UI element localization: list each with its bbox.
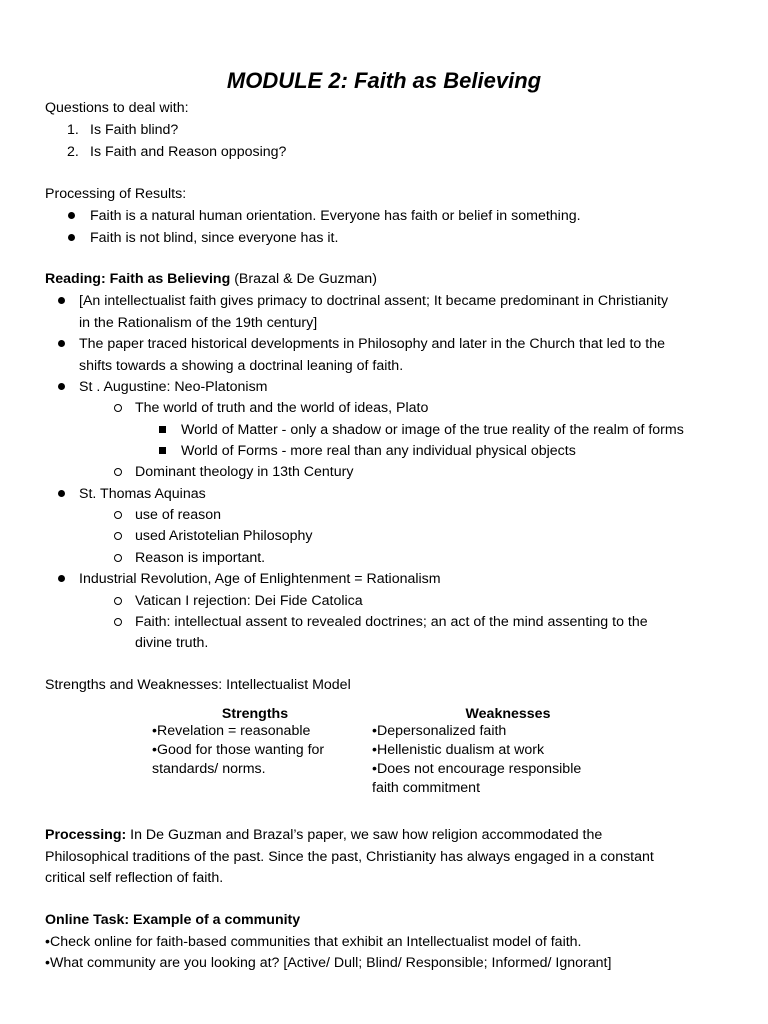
reading-bullet-augustine: St . Augustine: Neo-Platonism [79,379,268,395]
sw-heading: Strengths and Weaknesses: Intellectualist Model [45,677,351,693]
reading-bullet-rationalism: Industrial Revolution, Age of Enlightenment = Rationalism [79,571,441,587]
question-number-2: 2. [67,144,79,160]
weakness-item-2: •Hellenistic dualism at work [372,742,545,758]
processing-paragraph-line-2: Philosophical traditions of the past. Since the past, Christianity has always engaged in a constant [45,849,654,865]
reading-heading-authors: (Brazal & De Guzman) [230,271,377,287]
bullet-ring-icon [114,468,122,476]
augustine-sub-1: The world of truth and the world of ideas, Plato [135,400,429,416]
processing-label: Processing: [45,827,127,843]
bullet-dot-icon [58,490,65,497]
strength-item-2: •Good for those wanting for [152,742,325,758]
weaknesses-header: Weaknesses [465,706,551,722]
online-task-line-2: •What community are you looking at? [Active/ Dull; Blind/ Responsible; Informed/ Ignorant] [45,955,612,971]
reading-bullet-aquinas: St. Thomas Aquinas [79,486,206,502]
augustine-sub-1-a: World of Matter - only a shadow or image of the true reality of the realm of forms [181,422,684,438]
question-number-1: 1. [67,122,79,138]
aquinas-sub-1: use of reason [135,507,221,523]
bullet-ring-icon [114,618,122,626]
bullet-square-icon [159,426,166,433]
weakness-item-4: faith commitment [372,780,481,796]
reading-bullet-2-line-2: shifts towards a showing a doctrinal leaning of faith. [79,358,404,374]
strength-item-1: •Revelation = reasonable [152,723,311,739]
augustine-sub-1-b: World of Forms - more real than any individual physical objects [181,443,576,459]
bullet-ring-icon [114,511,122,519]
bullet-dot-icon [58,383,65,390]
bullet-dot-icon [68,234,75,241]
processing-result-2: Faith is not blind, since everyone has it. [90,230,339,246]
bullet-dot-icon [68,212,75,219]
page-title: MODULE 2: Faith as Believing [226,68,542,93]
bullet-dot-icon [58,575,65,582]
online-task-line-1: •Check online for faith-based communities that exhibit an Intellectualist model of faith. [45,934,582,950]
reading-bullet-1-line-1: [An intellectualist faith gives primacy to doctrinal assent; It became predominant in Christianity [79,293,669,309]
processing-paragraph-line-1 [45,825,602,845]
processing-line-1-text: In De Guzman and Brazal’s paper, we saw how religion accommodated the [126,827,603,843]
rationalism-sub-1: Vatican I rejection: Dei Fide Catolica [135,593,363,609]
strength-item-3: standards/ norms. [152,761,266,777]
augustine-sub-2: Dominant theology in 13th Century [135,464,354,480]
bullet-ring-icon [114,404,122,412]
bullet-ring-icon [114,597,122,605]
rationalism-sub-2-line-1: Faith: intellectual assent to revealed doctrines; an act of the mind assenting to the [135,614,648,630]
question-1: Is Faith blind? [90,122,179,138]
bullet-ring-icon [114,554,122,562]
questions-heading: Questions to deal with: [45,100,189,116]
reading-bullet-1-line-2: in the Rationalism of the 19th century] [79,315,318,331]
rationalism-sub-2-line-2: divine truth. [135,635,209,651]
bullet-square-icon [159,447,166,454]
bullet-dot-icon [58,340,65,347]
processing-paragraph-line-3: critical self reflection of faith. [45,870,224,886]
bullet-ring-icon [114,532,122,540]
processing-results-heading: Processing of Results: [45,186,187,202]
bullet-dot-icon [58,297,65,304]
weakness-item-1: •Depersonalized faith [372,723,507,739]
question-2: Is Faith and Reason opposing? [90,144,287,160]
aquinas-sub-3: Reason is important. [135,550,266,566]
reading-heading [45,269,377,289]
strengths-header: Strengths [221,706,289,722]
reading-heading-bold: Reading: Faith as Believing [45,271,231,287]
aquinas-sub-2: used Aristotelian Philosophy [135,528,313,544]
online-task-heading: Online Task: Example of a community [45,912,301,928]
reading-bullet-2-line-1: The paper traced historical developments in Philosophy and later in the Church that led to the [79,336,665,352]
processing-result-1: Faith is a natural human orientation. Everyone has faith or belief in something. [90,208,581,224]
weakness-item-3: •Does not encourage responsible [372,761,582,777]
